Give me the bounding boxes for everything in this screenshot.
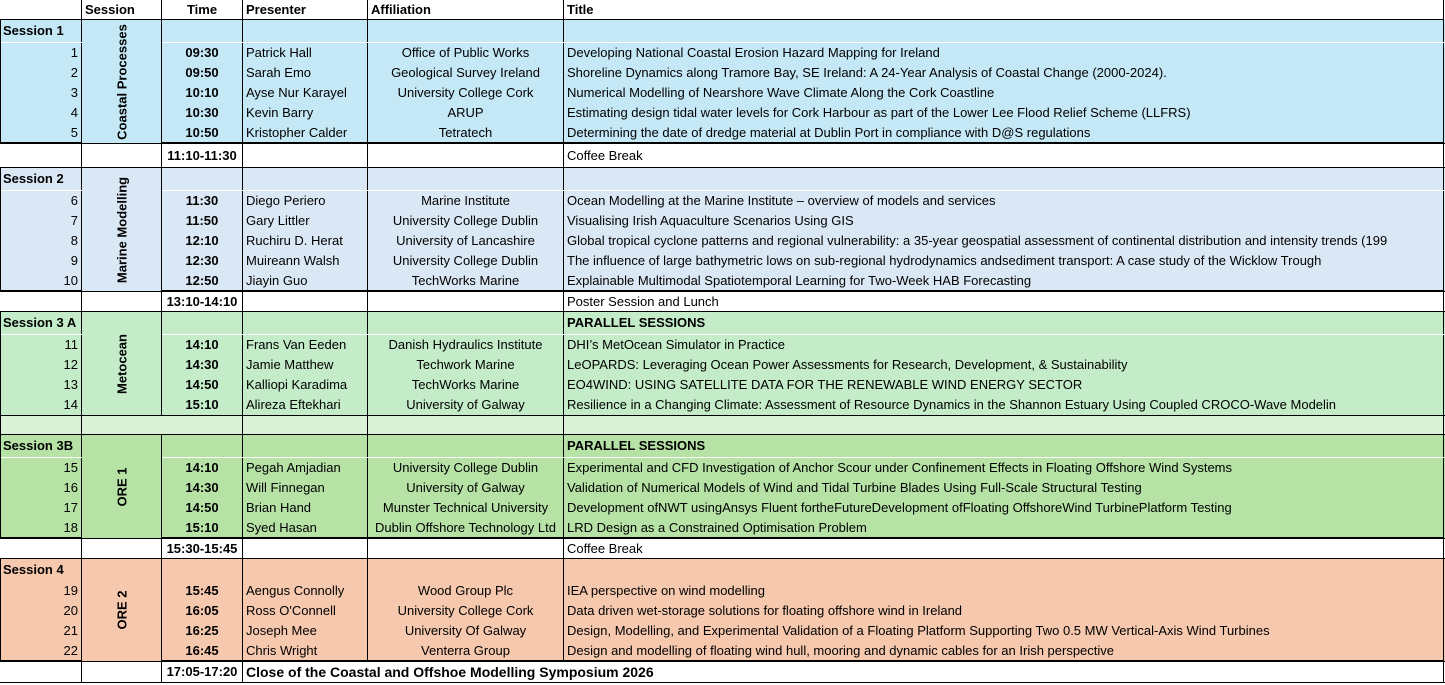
talk-affiliation: University of Lancashire <box>368 231 564 251</box>
break-row <box>0 143 1445 168</box>
presenter-cell <box>243 559 368 581</box>
session-heading-row <box>0 559 1445 581</box>
talk-number: 2 <box>0 63 82 83</box>
talk-number: 20 <box>0 601 82 621</box>
talk-presenter: Joseph Mee <box>243 621 368 641</box>
talk-time: 12:10 <box>162 231 243 251</box>
break-blank <box>368 539 564 558</box>
talk-affiliation: Techwork Marine <box>368 355 564 375</box>
affiliation-cell <box>368 312 564 334</box>
header-title: Title <box>564 0 1444 20</box>
break-row <box>0 291 1445 312</box>
talk-title: Design, Modelling, and Experimental Validation of a Floating Platform Supporting Two 0.5 MW Vertical-Axis Wind Turbines <box>564 621 1444 641</box>
parallel-heading: PARALLEL SESSIONS <box>564 312 1444 334</box>
time-cell <box>162 168 243 190</box>
presenter-cell <box>243 20 368 42</box>
spacer-cell <box>243 416 368 434</box>
session-label: Session 3B <box>0 435 82 457</box>
affiliation-cell <box>368 435 564 457</box>
talk-affiliation: University College Dublin <box>368 458 564 478</box>
talk-affiliation: Munster Technical University <box>368 498 564 518</box>
talk-title: Experimental and CFD Investigation of Anchor Scour under Confinement Effects in Floating Offshore Wind Systems <box>564 458 1444 478</box>
talk-presenter: Syed Hasan <box>243 518 368 538</box>
talk-time: 10:30 <box>162 103 243 123</box>
talk-number: 11 <box>0 335 82 355</box>
talk-number: 1 <box>0 43 82 63</box>
talk-row <box>0 251 1445 271</box>
talk-time: 15:45 <box>162 581 243 601</box>
left-border <box>0 20 1 142</box>
track-label <box>82 312 162 415</box>
talk-time: 15:10 <box>162 395 243 415</box>
talk-presenter: Ross O'Connell <box>243 601 368 621</box>
talk-presenter: Ayse Nur Karayel <box>243 83 368 103</box>
talk-presenter: Chris Wright <box>243 641 368 661</box>
talk-number: 16 <box>0 478 82 498</box>
talk-number: 4 <box>0 103 82 123</box>
talk-row <box>0 271 1445 291</box>
talk-title: Ocean Modelling at the Marine Institute – overview of models and services <box>564 191 1444 211</box>
break-title: Close of the Coastal and Offshoe Modelling Symposium 2026 <box>243 662 1444 682</box>
presenter-cell <box>243 168 368 190</box>
talk-time: 12:50 <box>162 271 243 291</box>
left-border <box>0 168 1 291</box>
talk-row <box>0 103 1445 123</box>
talk-time: 11:30 <box>162 191 243 211</box>
talk-row <box>0 621 1445 641</box>
talk-affiliation: TechWorks Marine <box>368 271 564 291</box>
talk-number: 13 <box>0 375 82 395</box>
talk-title: Visualising Irish Aquaculture Scenarios Using GIS <box>564 211 1444 231</box>
track-label-text: Marine Modelling <box>114 176 129 283</box>
talk-row <box>0 123 1445 143</box>
header-affiliation: Affiliation <box>368 0 564 20</box>
talk-time: 12:30 <box>162 251 243 271</box>
break-time: 15:30-15:45 <box>162 539 243 558</box>
track-label <box>82 168 162 291</box>
talk-presenter: Gary Littler <box>243 211 368 231</box>
talk-row <box>0 641 1445 661</box>
talk-affiliation: Dublin Offshore Technology Ltd <box>368 518 564 538</box>
talk-title: IEA perspective on wind modelling <box>564 581 1444 601</box>
header-blank <box>0 0 82 20</box>
session-label: Session 1 <box>0 20 82 42</box>
talk-row <box>0 518 1445 538</box>
talk-presenter: Patrick Hall <box>243 43 368 63</box>
talk-title: Data driven wet-storage solutions for floating offshore wind in Ireland <box>564 601 1444 621</box>
talk-number: 19 <box>0 581 82 601</box>
talk-time: 09:50 <box>162 63 243 83</box>
talk-row <box>0 335 1445 355</box>
track-label-text: ORE 2 <box>114 590 129 630</box>
talk-affiliation: Venterra Group <box>368 641 564 661</box>
talk-affiliation: University College Cork <box>368 83 564 103</box>
talk-row <box>0 43 1445 63</box>
talk-title: Validation of Numerical Models of Wind and Tidal Turbine Blades Using Full-Scale Structural Testing <box>564 478 1444 498</box>
talk-number: 18 <box>0 518 82 538</box>
affiliation-cell <box>368 559 564 581</box>
talk-time: 16:05 <box>162 601 243 621</box>
left-border <box>0 312 1 435</box>
spacer-cell <box>564 416 1444 434</box>
talk-affiliation: Danish Hydraulics Institute <box>368 335 564 355</box>
track-label-text: Metocean <box>114 333 129 394</box>
talk-title: Global tropical cyclone patterns and regional vulnerability: a 35-year geospatial assessment of continental distribution and intensity trends (199 <box>564 231 1444 251</box>
talk-time: 11:50 <box>162 211 243 231</box>
talk-affiliation: University of Galway <box>368 478 564 498</box>
header-row <box>0 0 1445 20</box>
time-cell <box>162 20 243 42</box>
talk-time: 14:30 <box>162 355 243 375</box>
spacer-cell <box>0 416 82 434</box>
time-cell <box>162 312 243 334</box>
talk-presenter: Pegah Amjadian <box>243 458 368 478</box>
break-blank <box>82 144 162 167</box>
spacer-cell <box>162 416 243 434</box>
talk-row <box>0 478 1445 498</box>
talk-row <box>0 375 1445 395</box>
break-blank <box>82 539 162 558</box>
talk-number: 22 <box>0 641 82 661</box>
talk-title: Shoreline Dynamics along Tramore Bay, SE Ireland: A 24-Year Analysis of Coastal Change (2000-2024). <box>564 63 1444 83</box>
talk-row <box>0 395 1445 415</box>
break-blank <box>82 292 162 311</box>
talk-title: Numerical Modelling of Nearshore Wave Climate Along the Cork Coastline <box>564 83 1444 103</box>
break-blank <box>368 144 564 167</box>
break-blank <box>82 662 162 682</box>
parallel-heading <box>564 20 1444 42</box>
talk-time: 14:30 <box>162 478 243 498</box>
talk-title: DHI’s MetOcean Simulator in Practice <box>564 335 1444 355</box>
talk-row <box>0 191 1445 211</box>
break-blank <box>243 539 368 558</box>
talk-row <box>0 83 1445 103</box>
talk-affiliation: Office of Public Works <box>368 43 564 63</box>
break-row <box>0 661 1445 683</box>
session-label: Session 4 <box>0 559 82 581</box>
track-label <box>82 21 162 143</box>
break-title: Poster Session and Lunch <box>564 292 1444 311</box>
break-row <box>0 538 1445 559</box>
talk-time: 10:10 <box>162 83 243 103</box>
parallel-heading: PARALLEL SESSIONS <box>564 435 1444 457</box>
talk-affiliation: University Of Galway <box>368 621 564 641</box>
talk-affiliation: ARUP <box>368 103 564 123</box>
break-blank <box>0 539 82 558</box>
break-time: 17:05-17:20 <box>162 662 243 682</box>
track-label <box>82 435 162 538</box>
break-blank <box>0 144 82 167</box>
affiliation-cell <box>368 168 564 190</box>
break-title: Coffee Break <box>564 539 1444 558</box>
talk-number: 14 <box>0 395 82 415</box>
talk-presenter: Diego Periero <box>243 191 368 211</box>
presenter-cell <box>243 435 368 457</box>
break-blank <box>243 292 368 311</box>
talk-affiliation: University College Dublin <box>368 211 564 231</box>
talk-time: 09:30 <box>162 43 243 63</box>
break-blank <box>0 662 82 682</box>
talk-title: Estimating design tidal water levels for Cork Harbour as part of the Lower Lee Flood Relief Scheme (LLFRS) <box>564 103 1444 123</box>
talk-number: 15 <box>0 458 82 478</box>
talk-number: 21 <box>0 621 82 641</box>
spacer-row <box>0 415 1445 435</box>
talk-affiliation: Geological Survey Ireland <box>368 63 564 83</box>
talk-presenter: Jamie Matthew <box>243 355 368 375</box>
left-border <box>0 559 1 661</box>
talk-number: 12 <box>0 355 82 375</box>
talk-number: 5 <box>0 123 82 143</box>
talk-time: 14:50 <box>162 375 243 395</box>
talk-presenter: Muireann Walsh <box>243 251 368 271</box>
talk-row <box>0 63 1445 83</box>
talk-presenter: Kevin Barry <box>243 103 368 123</box>
affiliation-cell <box>368 20 564 42</box>
session-heading-row <box>0 312 1445 334</box>
talk-row <box>0 355 1445 375</box>
talk-row <box>0 498 1445 518</box>
talk-presenter: Alireza Eftekhari <box>243 395 368 415</box>
talk-number: 7 <box>0 211 82 231</box>
session-label: Session 3 A <box>0 312 82 334</box>
talk-presenter: Kristopher Calder <box>243 123 368 143</box>
track-label-text: ORE 1 <box>114 466 129 507</box>
session-heading-row <box>0 20 1445 42</box>
talk-affiliation: Marine Institute <box>368 191 564 211</box>
talk-presenter: Frans Van Eeden <box>243 335 368 355</box>
talk-row <box>0 211 1445 231</box>
spacer-cell <box>368 416 564 434</box>
parallel-heading <box>564 559 1444 581</box>
talk-row <box>0 581 1445 601</box>
talk-affiliation: Wood Group Plc <box>368 581 564 601</box>
talk-number: 8 <box>0 231 82 251</box>
talk-affiliation: University of Galway <box>368 395 564 415</box>
talk-time: 14:10 <box>162 335 243 355</box>
header-presenter: Presenter <box>243 0 368 20</box>
talk-title: Design and modelling of floating wind hull, mooring and dynamic cables for an Irish perspective <box>564 641 1444 661</box>
session-heading-row <box>0 168 1445 190</box>
talk-row <box>0 601 1445 621</box>
break-title: Coffee Break <box>564 144 1444 167</box>
talk-presenter: Jiayin Guo <box>243 271 368 291</box>
parallel-heading <box>564 168 1444 190</box>
talk-affiliation: University College Dublin <box>368 251 564 271</box>
talk-title: Developing National Coastal Erosion Hazard Mapping for Ireland <box>564 43 1444 63</box>
talk-row <box>0 458 1445 478</box>
talk-presenter: Sarah Emo <box>243 63 368 83</box>
left-border <box>0 435 1 538</box>
talk-title: Resilience in a Changing Climate: Assessment of Resource Dynamics in the Shannon Estuary Using Coupled CROCO-Wave Modelin <box>564 395 1444 415</box>
break-blank <box>243 144 368 167</box>
time-cell <box>162 435 243 457</box>
track-label <box>82 559 162 661</box>
talk-presenter: Brian Hand <box>243 498 368 518</box>
talk-presenter: Aengus Connolly <box>243 581 368 601</box>
talk-title: Development ofNWT usingAnsys Fluent fortheFutureDevelopment ofFloating OffshoreWind TurbinePlatform Testing <box>564 498 1444 518</box>
talk-affiliation: Tetratech <box>368 123 564 143</box>
session-label: Session 2 <box>0 168 82 190</box>
talk-number: 9 <box>0 251 82 271</box>
presenter-cell <box>243 312 368 334</box>
talk-number: 3 <box>0 83 82 103</box>
talk-time: 14:50 <box>162 498 243 518</box>
talk-presenter: Will Finnegan <box>243 478 368 498</box>
talk-presenter: Ruchiru D. Herat <box>243 231 368 251</box>
talk-title: Determining the date of dredge material at Dublin Port in compliance with D@S regulations <box>564 123 1444 143</box>
talk-affiliation: University College Cork <box>368 601 564 621</box>
talk-title: LRD Design as a Constrained Optimisation Problem <box>564 518 1444 538</box>
talk-title: EO4WIND: USING SATELLITE DATA FOR THE RENEWABLE WIND ENERGY SECTOR <box>564 375 1444 395</box>
talk-number: 6 <box>0 191 82 211</box>
talk-title: The influence of large bathymetric lows on sub-regional hydrodynamics andsediment transport: A case study of the Wicklow Trough <box>564 251 1444 271</box>
talk-time: 16:45 <box>162 641 243 661</box>
talk-presenter: Kalliopi Karadima <box>243 375 368 395</box>
break-time: 13:10-14:10 <box>162 292 243 311</box>
talk-time: 14:10 <box>162 458 243 478</box>
talk-title: Explainable Multimodal Spatiotemporal Learning for Two-Week HAB Forecasting <box>564 271 1444 291</box>
break-blank <box>368 292 564 311</box>
track-label-text: Coastal Processes <box>114 24 129 140</box>
header-time: Time <box>162 0 243 20</box>
break-blank <box>0 292 82 311</box>
talk-time: 15:10 <box>162 518 243 538</box>
talk-affiliation: TechWorks Marine <box>368 375 564 395</box>
session-heading-row <box>0 435 1445 457</box>
talk-time: 16:25 <box>162 621 243 641</box>
header-session: Session <box>82 0 162 20</box>
talk-number: 17 <box>0 498 82 518</box>
talk-time: 10:50 <box>162 123 243 143</box>
talk-number: 10 <box>0 271 82 291</box>
time-cell <box>162 559 243 581</box>
talk-title: LeOPARDS: Leveraging Ocean Power Assessments for Research, Development, & Sustainability <box>564 355 1444 375</box>
break-time: 11:10-11:30 <box>162 144 243 167</box>
talk-row <box>0 231 1445 251</box>
